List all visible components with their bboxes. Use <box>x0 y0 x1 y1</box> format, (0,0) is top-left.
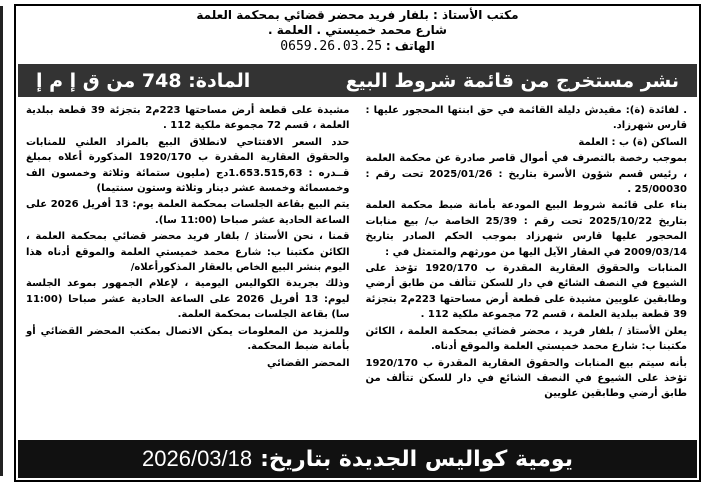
paragraph: يتم البيع بقاعة الجلسات بمحكمة العلمة يوم: 13 أفريل 2026 على الساعة الحادية عشر صباحا (11:00 سا). <box>26 199 350 226</box>
footer-label: يومية كواليس الجديدة بتاريخ: <box>260 446 573 472</box>
signature-line: المحضر القضائي <box>266 357 350 369</box>
paragraph: بموجب رخصة بالتصرف في أموال قاصر صادرة عن محكمة العلمة ، رئيس قسم شؤون الأسرة بتاريخ : 2025/01/26 تحت رقم : 25/00030 . <box>365 153 687 196</box>
paragraph: وذلك بجريدة الكواليس اليومية ، لإعلام الجمهور بموعد الجلسة ليوم: 13 أفريل 2026 على الساعة الحادية عشر صباحا (11:00 سا) بقاعة الجلسات بمحكمة العلمة. <box>26 278 350 321</box>
publication-date: 2026/03/18 <box>142 446 253 471</box>
right-column <box>358 103 692 437</box>
article-reference: المادة: 748 من ق إ م إ <box>36 69 251 92</box>
paragraph: حدد السعر الافتتاحي لانطلاق البيع بالمزاد العلني للمنابات والحقوق العقارية المقدرة ب 1920/170 المذكورة أعلاه بمبلغ قــدره : 1.653.515,63دج (مليون ستمائة وثلاثة وخمسون الف وخمسمائة وخمسة عشر دينار وثلاثة وستون سنتيما) <box>26 136 350 195</box>
phone-number: 0659.26.03.25 <box>280 39 383 54</box>
notice-body <box>24 103 691 437</box>
phone-label: الهاتف : <box>385 39 435 53</box>
paragraph: بأنه سيتم بيع المنابات والحقوق العقارية المقدرة ب 1920/170 تؤخذ على الشيوع في النصف الشائع في دار للسكن تتألف من طابق أرضي وطابقين علويين <box>365 357 687 400</box>
paragraph: . لفائدة (ة): مقيدش دليلة القائمة في حق ابنتها المحجور عليها : قارس شهرزاد. <box>365 105 687 132</box>
paragraph: قمنا ، نحن الأستاذ / بلفار فريد محضر قضائي بمحكمة العلمة ، الكائن مكتبنا ب: شارع محمد خميستي العلمة والموقع أدناه هذا اليوم بنشر البيع الخاص بالعقار المذكورأعلاه/ <box>26 231 350 274</box>
paragraph: بناء على قائمة شروط البيع المودعة بأمانة ضبط محكمة العلمة بتاريخ 2025/10/22 تحت رقم : 25/39 الخاصة ب/ بيع منابات المحجور عليها قارس شهرزاد بموجب الحكم الصادر بتاريخ 2009/03/14 في العقار الآيل اليها من مورثهم والمتمثل في : <box>365 200 687 258</box>
page-edge-mark <box>0 6 3 476</box>
address-text: شارع محمد خميستي . العلمة . <box>268 23 447 37</box>
paragraph: وللمزيد من المعلومات يمكن الاتصال بمكتب المحضر القضائي أو بأمانة ضبط المحكمة. <box>26 325 350 353</box>
paragraph: الساكن (ة) ب : العلمة <box>578 136 687 148</box>
notice-title: نشر مستخرج من قائمة شروط البيع <box>345 69 679 92</box>
paragraph: مشيدة على قطعة أرض مساحتها 223م2 بتجزئة 39 قطعة ببلدية العلمة ، قسم 72 مجموعة ملكية 112 . <box>26 105 350 132</box>
phone-line <box>16 38 699 55</box>
address-line <box>16 23 699 38</box>
office-line: مكتب الأستاذ : بلفار فريد محضر قضائي بمحكمة العلمة <box>196 8 519 22</box>
notice-header <box>16 8 699 64</box>
paragraph: المنابات والحقوق العقارية المقدرة ب 1920/170 تؤخذ على الشيوع في النصف الشائع في دار للسكن تتألف من طابق أرضي وطابقين علويين مشيدة على قطعة أرض مساحتها 223م2 بتجزئة 39 قطعة ببلدية العلمة ، قسم 72 مجموعة ملكية 112 . <box>365 263 687 321</box>
left-column <box>24 103 358 437</box>
paragraph: يعلن الأستاذ / بلفار فريد ، محضر قضائي بمحكمة العلمة ، الكائن مكتبنا ب: شارع محمد خميستي العلمة والموقع أدناه. <box>365 325 687 353</box>
publication-footer <box>18 440 697 478</box>
notice-frame <box>14 4 701 482</box>
title-banner <box>18 64 697 97</box>
